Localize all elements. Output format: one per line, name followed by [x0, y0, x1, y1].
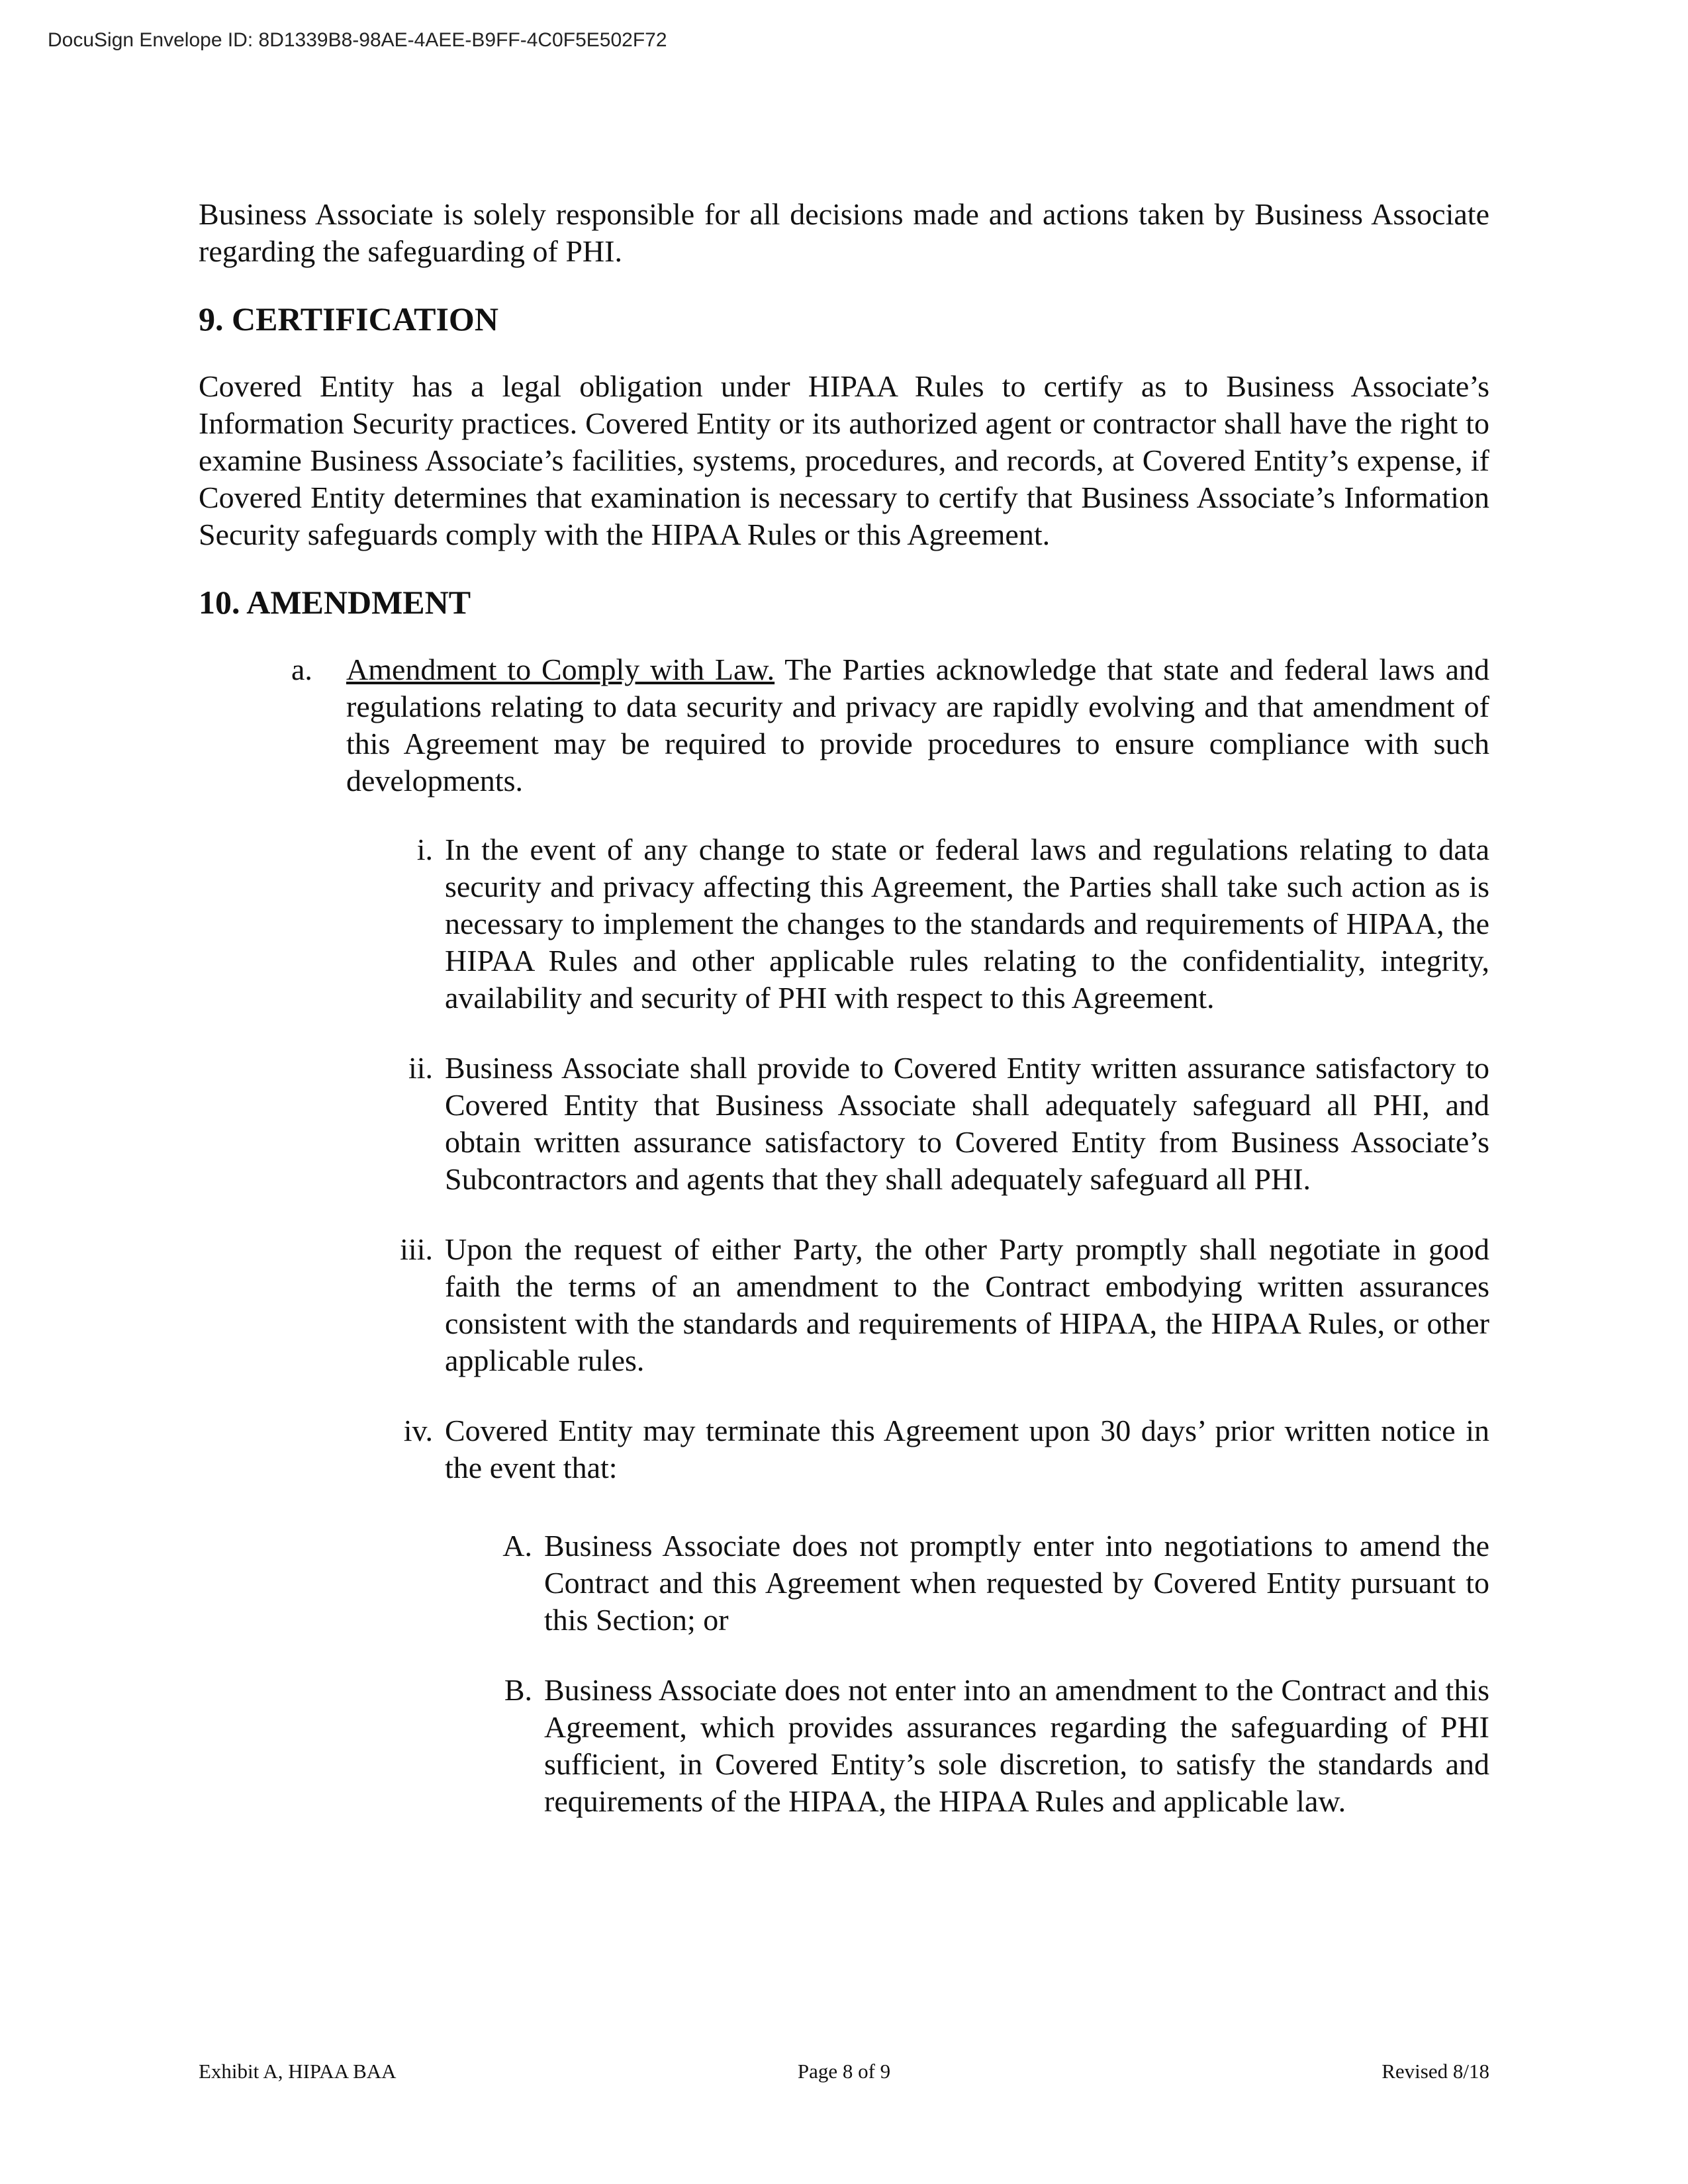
list-marker: i. [416, 833, 433, 866]
list-item-ii [391, 1050, 1489, 1198]
list-marker: a. [291, 653, 312, 686]
list-item-iv [391, 1412, 1489, 1486]
list-item-iii [391, 1231, 1489, 1379]
list-item-text: In the event of any change to state or federal laws and regulations relating to data security and privacy affecting this Agreement, the Parties shall take such action as is necessary to implement the changes to the standards and requirements of HIPAA, the HIPAA Rules and other applicable rules relating to the confidentiality, integrity, availability and security of PHI with respect to this Agreement. [445, 833, 1489, 1015]
document-body [199, 196, 1489, 1853]
page-footer [199, 2060, 1489, 2086]
list-marker: iv. [403, 1414, 433, 1447]
footer-page-number: Page 8 of 9 [797, 2060, 891, 2083]
list-item-content [445, 1412, 1489, 1486]
list-item-a [291, 651, 1489, 799]
list-item-text [346, 651, 1489, 799]
list-item-B [490, 1672, 1489, 1820]
list-marker: ii. [408, 1051, 433, 1085]
list-item-content [445, 831, 1489, 1017]
section-9-heading: 9. CERTIFICATION [199, 300, 498, 338]
list-item-i [391, 831, 1489, 1017]
section-10-heading: 10. AMENDMENT [199, 584, 471, 621]
list-item-text: Business Associate shall provide to Covered Entity written assurance satisfactory to Covered Entity that Business Associate shall adequately safeguard all PHI, and obtain written assurance satisfactory to Covered Entity from Business Associate’s Subcontractors and agents that they shall adequately safeguard all PHI. [445, 1051, 1489, 1196]
list-item-content [445, 1050, 1489, 1198]
list-item-text: Covered Entity may terminate this Agreement upon 30 days’ prior written notice in the event that: [445, 1414, 1489, 1484]
list-item-text: Business Associate does not promptly enter into negotiations to amend the Contract and this Agreement when requested by Covered Entity pursuant to this Section; or [544, 1529, 1489, 1637]
list-item-content [544, 1672, 1489, 1820]
list-marker: iii. [400, 1232, 433, 1266]
list-item-text: Upon the request of either Party, the other Party promptly shall negotiate in good faith the terms of an amendment to the Contract embodying written assurances consistent with the standards and requirements of HIPAA, the HIPAA Rules, or other applicable rules. [445, 1232, 1489, 1377]
docusign-envelope-id: DocuSign Envelope ID: 8D1339B8-98AE-4AEE-B9FF-4C0F5E502F72 [48, 29, 667, 51]
list-item-A [490, 1527, 1489, 1639]
list-item-content [346, 651, 1489, 799]
footer-revision: Revised 8/18 [1382, 2060, 1489, 2083]
list-marker: A. [502, 1529, 532, 1563]
list-item-content [544, 1527, 1489, 1639]
list-marker: B. [504, 1673, 532, 1707]
list-item-text: Business Associate does not enter into an amendment to the Contract and this Agreement, which provides assurances regarding the safeguarding of PHI sufficient, in Covered Entity’s sole discretion, to satisfy the standards and requirements of the HIPAA, the HIPAA Rules and applicable law. [544, 1673, 1489, 1818]
footer-document-name: Exhibit A, HIPAA BAA [199, 2060, 397, 2083]
list-item-content [445, 1231, 1489, 1379]
intro-paragraph: Business Associate is solely responsible for all decisions made and actions taken by Business Associate regarding the safeguarding of PHI. [199, 197, 1489, 268]
item-a-title: Amendment to Comply with Law. [346, 653, 775, 686]
section-9-body: Covered Entity has a legal obligation under HIPAA Rules to certify as to Business Associate’s Information Security practices. Covered Entity or its authorized agent or contractor shall have the right to examine Business Associate’s facilities, systems, procedures, and records, at Covered Entity’s expense, if Covered Entity determines that examination is necessary to certify that Business Associate’s Information Security safeguards comply with the HIPAA Rules or this Agreement. [199, 369, 1489, 551]
item-a-text: The Parties acknowledge that state and federal laws and regulations relating to data security and privacy are rapidly evolving and that amendment of this Agreement may be required to provide procedures to ensure compliance with such developments. [346, 653, 1489, 797]
